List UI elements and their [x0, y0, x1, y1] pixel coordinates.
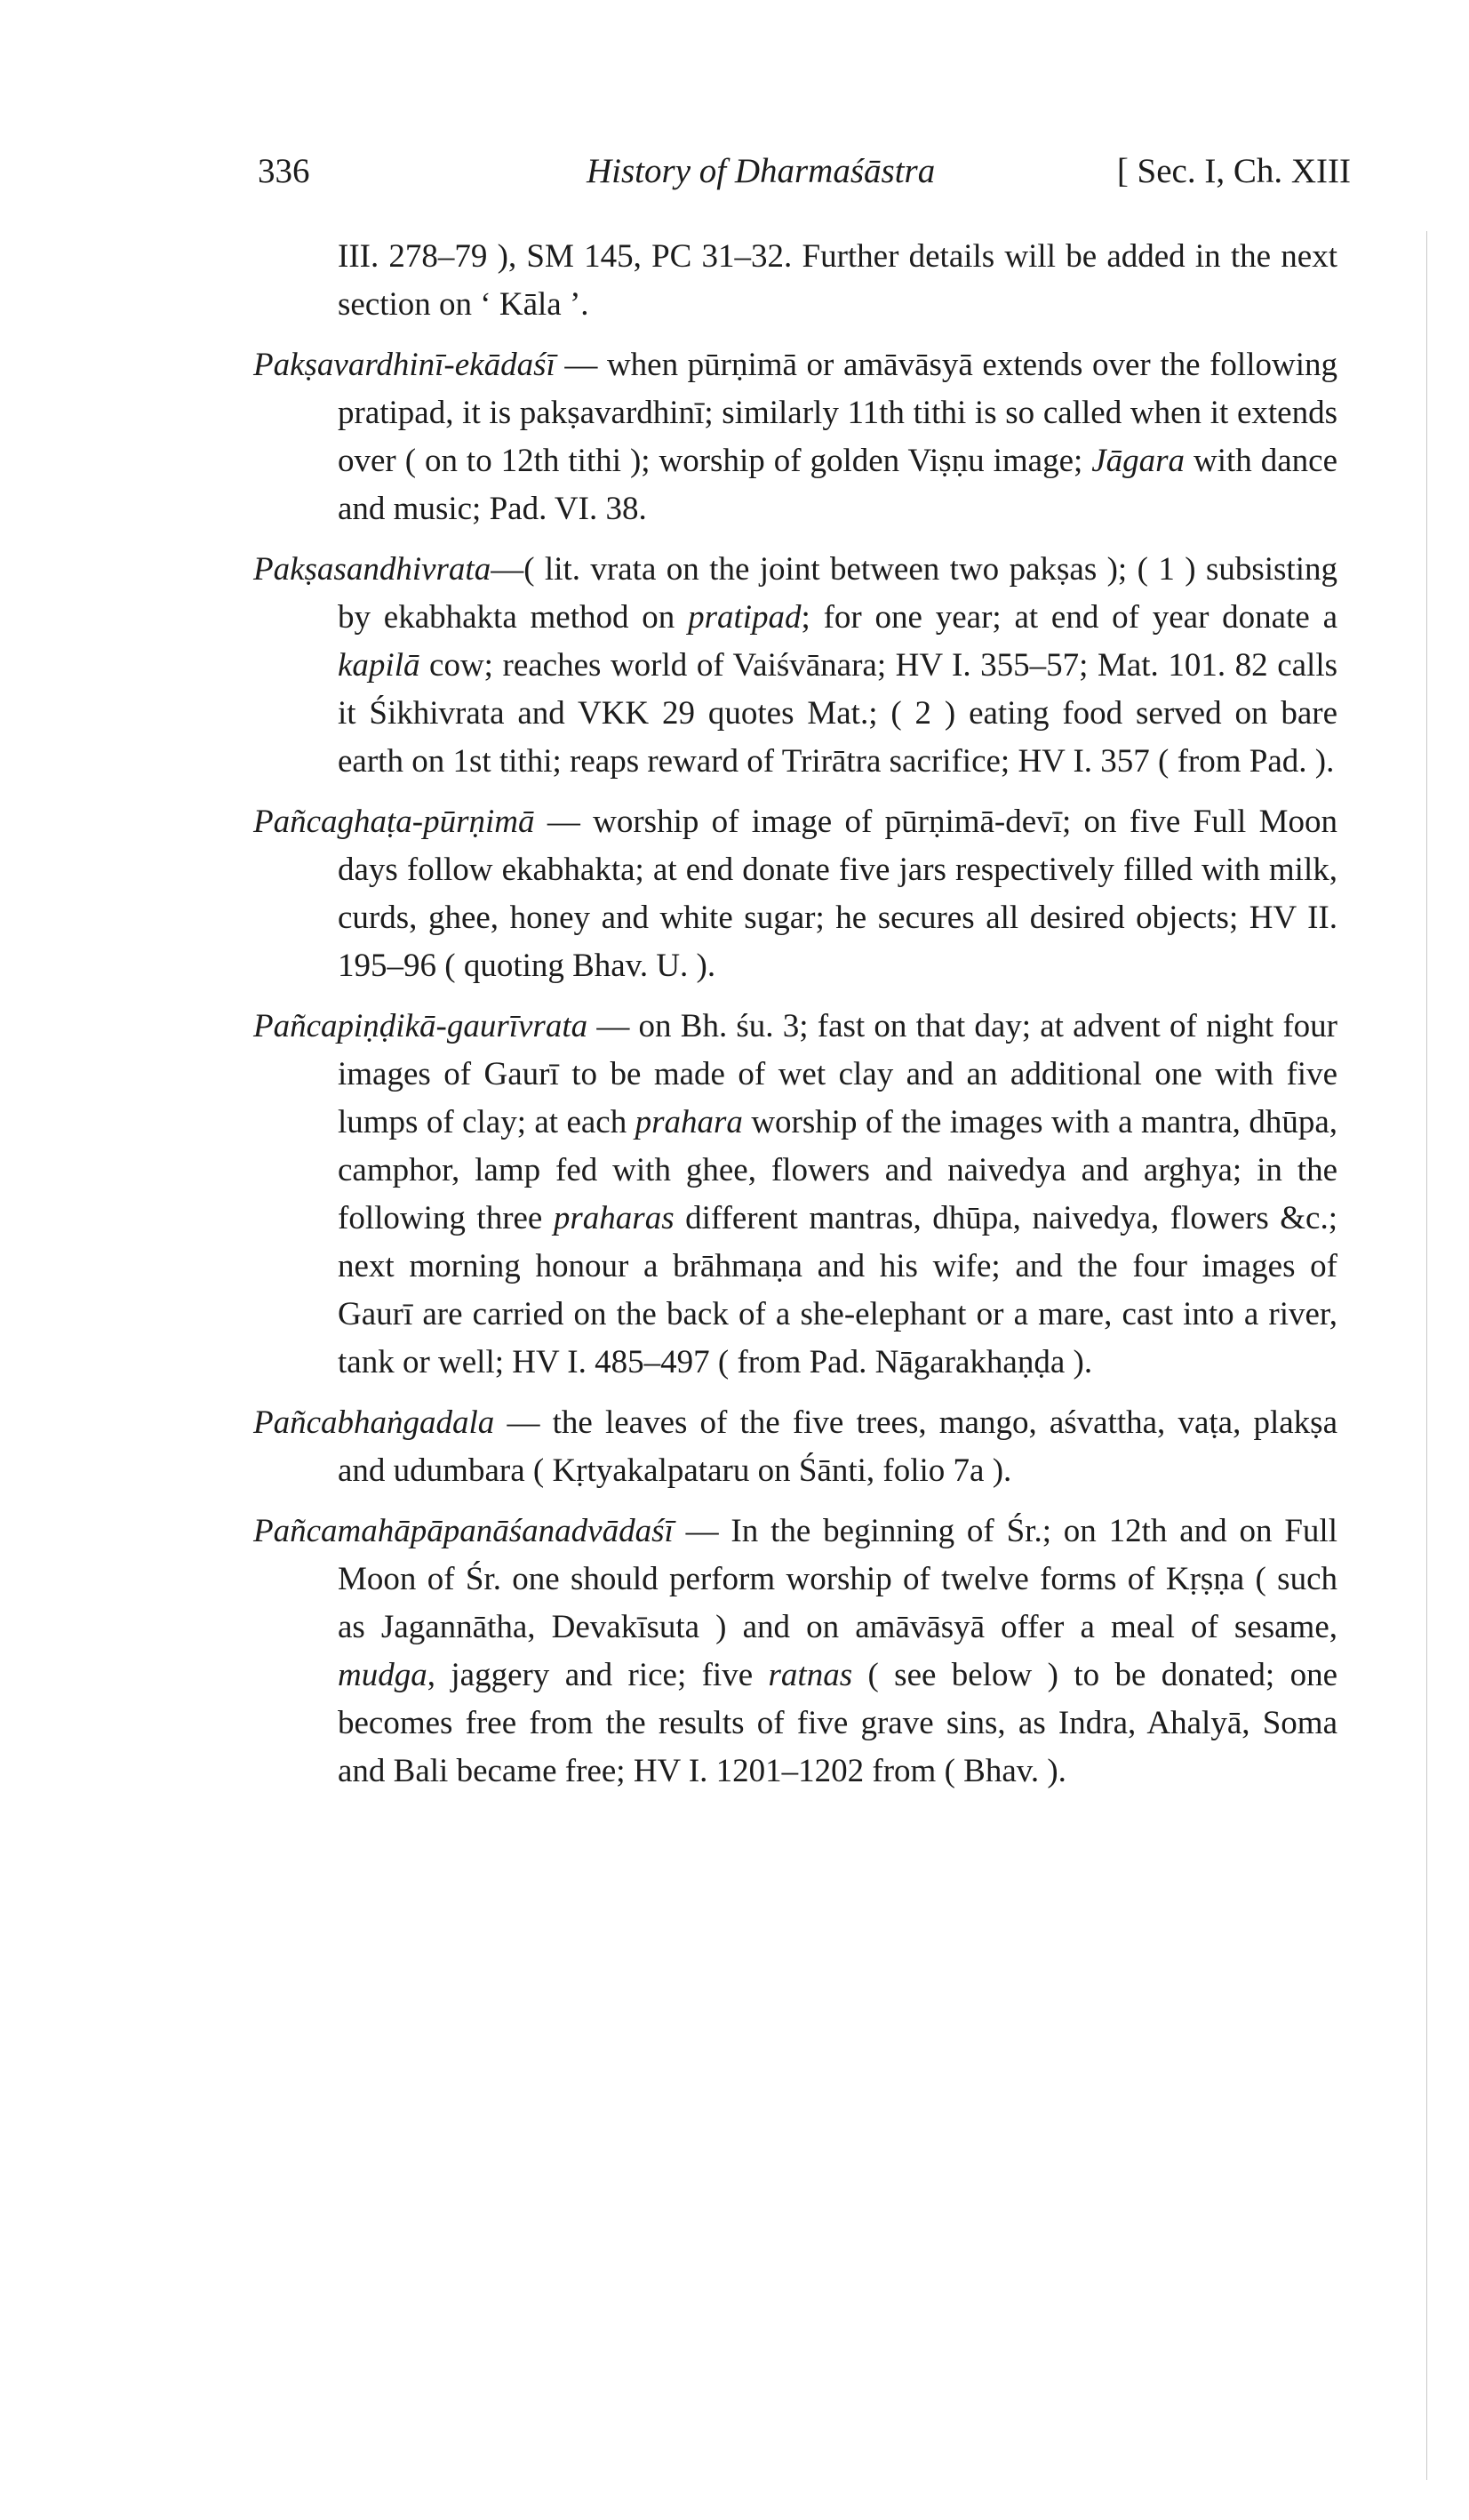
- entry-italic-term: praharas: [553, 1200, 675, 1236]
- entry-text: ; for one year; at end of year donate a: [801, 599, 1338, 636]
- entry-italic-term: Jāgara: [1091, 443, 1186, 479]
- entry-italic-term: prahara: [635, 1104, 743, 1140]
- entry-pakshavardhini: [253, 341, 1337, 533]
- entry-text: different mantras, dhūpa, naivedya, flowers &c.; next morning honour a brāhmaṇa and his wife; and the four images of Gaurī are carried on the back of a she-elephant or a mare, cast into a river, tank or well; HV I. 485–497 ( from Pad. Nāgarakhaṇḍa ).: [338, 1200, 1337, 1380]
- entry-text: — the leaves of the five trees, mango, aśvattha, vaṭa, plakṣa and udumbara ( Kṛtyakalpataru on Śānti, folio 7a ).: [338, 1404, 1337, 1489]
- entry-pancapindika-gaurivrata: [253, 1003, 1337, 1387]
- entry-italic-term: mudga: [338, 1657, 427, 1693]
- entry-text: — worship of image of pūrṇimā-devī; on five Full Moon days follow ekabhakta; at end donate five jars respectively filled with milk, curds, ghee, honey and white sugar; he secures all desired objects; HV II. 195–96 ( quoting Bhav. U. ).: [338, 804, 1337, 984]
- running-title: History of Dharmaśāstra: [587, 152, 936, 190]
- entry-pancaghata-purnima: [253, 798, 1337, 990]
- entry-headword: Pañcamahāpāpanāśanadvādaśī: [253, 1513, 674, 1549]
- entry-text: —( lit. vrata on the joint between two pakṣas ); ( 1 ) subsisting by ekabhakta method on: [338, 551, 1337, 636]
- entry-pancamahapapanasana-dvadasi: [253, 1508, 1337, 1796]
- entry-headword: Pañcapiṇḍikā-gaurīvrata: [253, 1008, 588, 1044]
- scan-margin-line: [1426, 231, 1427, 2480]
- entry-italic-term: pratipad: [688, 599, 802, 636]
- entry-text: with dance and music; Pad. VI. 38.: [338, 443, 1337, 527]
- entry-text: cow; reaches world of Vaiśvānara; HV I. 355–57; Mat. 101. 82 calls it Śikhivrata and VKK 29 quotes Mat.; ( 2 ) eating food served on bare earth on 1st tithi; reaps reward of Trirātra sacrifice; HV I. 357 ( from Pad. ).: [338, 647, 1337, 780]
- entry-italic-term: ratnas: [768, 1657, 853, 1693]
- entry-text: worship of the images with a mantra, dhūpa, camphor, lamp fed with ghee, flowers and naivedya and arghya; in the following three: [338, 1104, 1337, 1236]
- entry-pakshasandhivrata: [253, 546, 1337, 786]
- entry-text: ( see below ) to be donated; one becomes free from the results of five grave sins, as Indra, Ahalyā, Soma and Bali became free; HV I. 1201–1202 from ( Bhav. ).: [338, 1657, 1337, 1789]
- section-reference: [ Sec. I, Ch. XIII: [1116, 152, 1351, 190]
- page-number: 336: [258, 152, 310, 190]
- entry-text: — In the beginning of Śr.; on 12th and on Full Moon of Śr. one should perform worship of twelve forms of Kṛṣṇa ( such as Jagannātha, Devakīsuta ) and on amāvāsyā offer a meal of sesame,: [338, 1513, 1337, 1645]
- entry-headword: Pañcaghaṭa-pūrṇimā: [253, 804, 535, 840]
- entry-text: , jaggery and rice; five: [427, 1657, 769, 1693]
- continuation-paragraph: III. 278–79 ), SM 145, PC 31–32. Further details will be added in the next section on ‘ Kāla ’.: [338, 238, 1337, 323]
- entry-italic-term: kapilā: [338, 647, 420, 684]
- page-header: [258, 151, 1351, 204]
- entry-text: — on Bh. śu. 3; fast on that day; at advent of night four images of Gaurī to be made of wet clay and an additional one with five lumps of clay; at each: [338, 1008, 1337, 1140]
- entry-text: — when pūrṇimā or amāvāsyā extends over the following pratipad, it is pakṣavardhinī; similarly 11th tithi is so called when it extends over ( on to 12th tithi ); worship of golden Viṣṇu image;: [338, 347, 1337, 479]
- entry-headword: Pakṣasandhivrata: [253, 551, 491, 588]
- entry-headword: Pakṣavardhinī-ekādaśī: [253, 347, 555, 383]
- page-body: [253, 233, 1337, 1808]
- entry-pancabhangadala: [253, 1399, 1337, 1495]
- entry-headword: Pañcabhaṅgadala: [253, 1404, 495, 1441]
